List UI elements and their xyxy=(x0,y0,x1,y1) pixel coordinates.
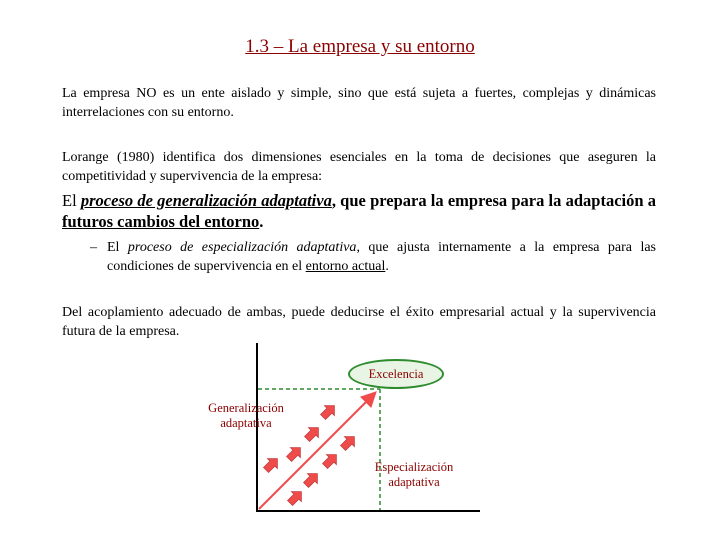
generalization-prefix: El xyxy=(62,191,81,210)
specialization-text: , que ajusta internamente a la empresa para las condiciones de supervivencia en el xyxy=(107,240,657,274)
conclusion-paragraph: Del acoplamiento adecuado de ambas, puede deducirse el éxito empresarial actual y la supervivencia futura de la empresa. xyxy=(62,305,656,339)
generalization-label: Generalización adaptativa xyxy=(208,401,284,430)
future-changes-text: futuros cambios del entorno xyxy=(62,212,260,231)
block-arrow-icon xyxy=(301,469,322,490)
block-arrow-icon xyxy=(320,450,341,471)
block-arrow-icon xyxy=(302,423,323,444)
block-arrow-icon xyxy=(318,401,339,422)
block-arrow-icon xyxy=(261,454,282,475)
dash-marker: – xyxy=(90,240,97,255)
excellence-ellipse: Excelencia xyxy=(348,359,444,389)
generalization-suffix: . xyxy=(259,212,264,231)
specialization-suffix: . xyxy=(385,259,389,274)
intro-paragraph: La empresa NO es un ente aislado y simple, sino que está sujeta a fuertes, complejas y dinámicas interrelaciones con su entorno. xyxy=(62,86,656,120)
specialization-label: Especialización adaptativa xyxy=(374,460,454,489)
generalization-text: , que prepara la empresa para la adaptación a xyxy=(331,191,656,210)
block-arrow-icon xyxy=(338,432,359,453)
specialization-term: proceso de especialización adaptativa xyxy=(127,240,357,255)
page-title: 1.3 – La empresa y su entorno xyxy=(245,36,475,57)
specialization-prefix: El xyxy=(107,240,128,255)
block-arrow-icon xyxy=(285,487,306,508)
generalization-term: proceso de generalización adaptativa xyxy=(80,191,332,210)
lorange-paragraph: Lorange (1980) identifica dos dimensiones esenciales en la toma de decisiones que aseguren la competitividad y supervivencia de la empresa: xyxy=(62,150,656,184)
block-arrow-icon xyxy=(284,443,305,464)
current-environment-text: entorno actual xyxy=(305,259,386,274)
